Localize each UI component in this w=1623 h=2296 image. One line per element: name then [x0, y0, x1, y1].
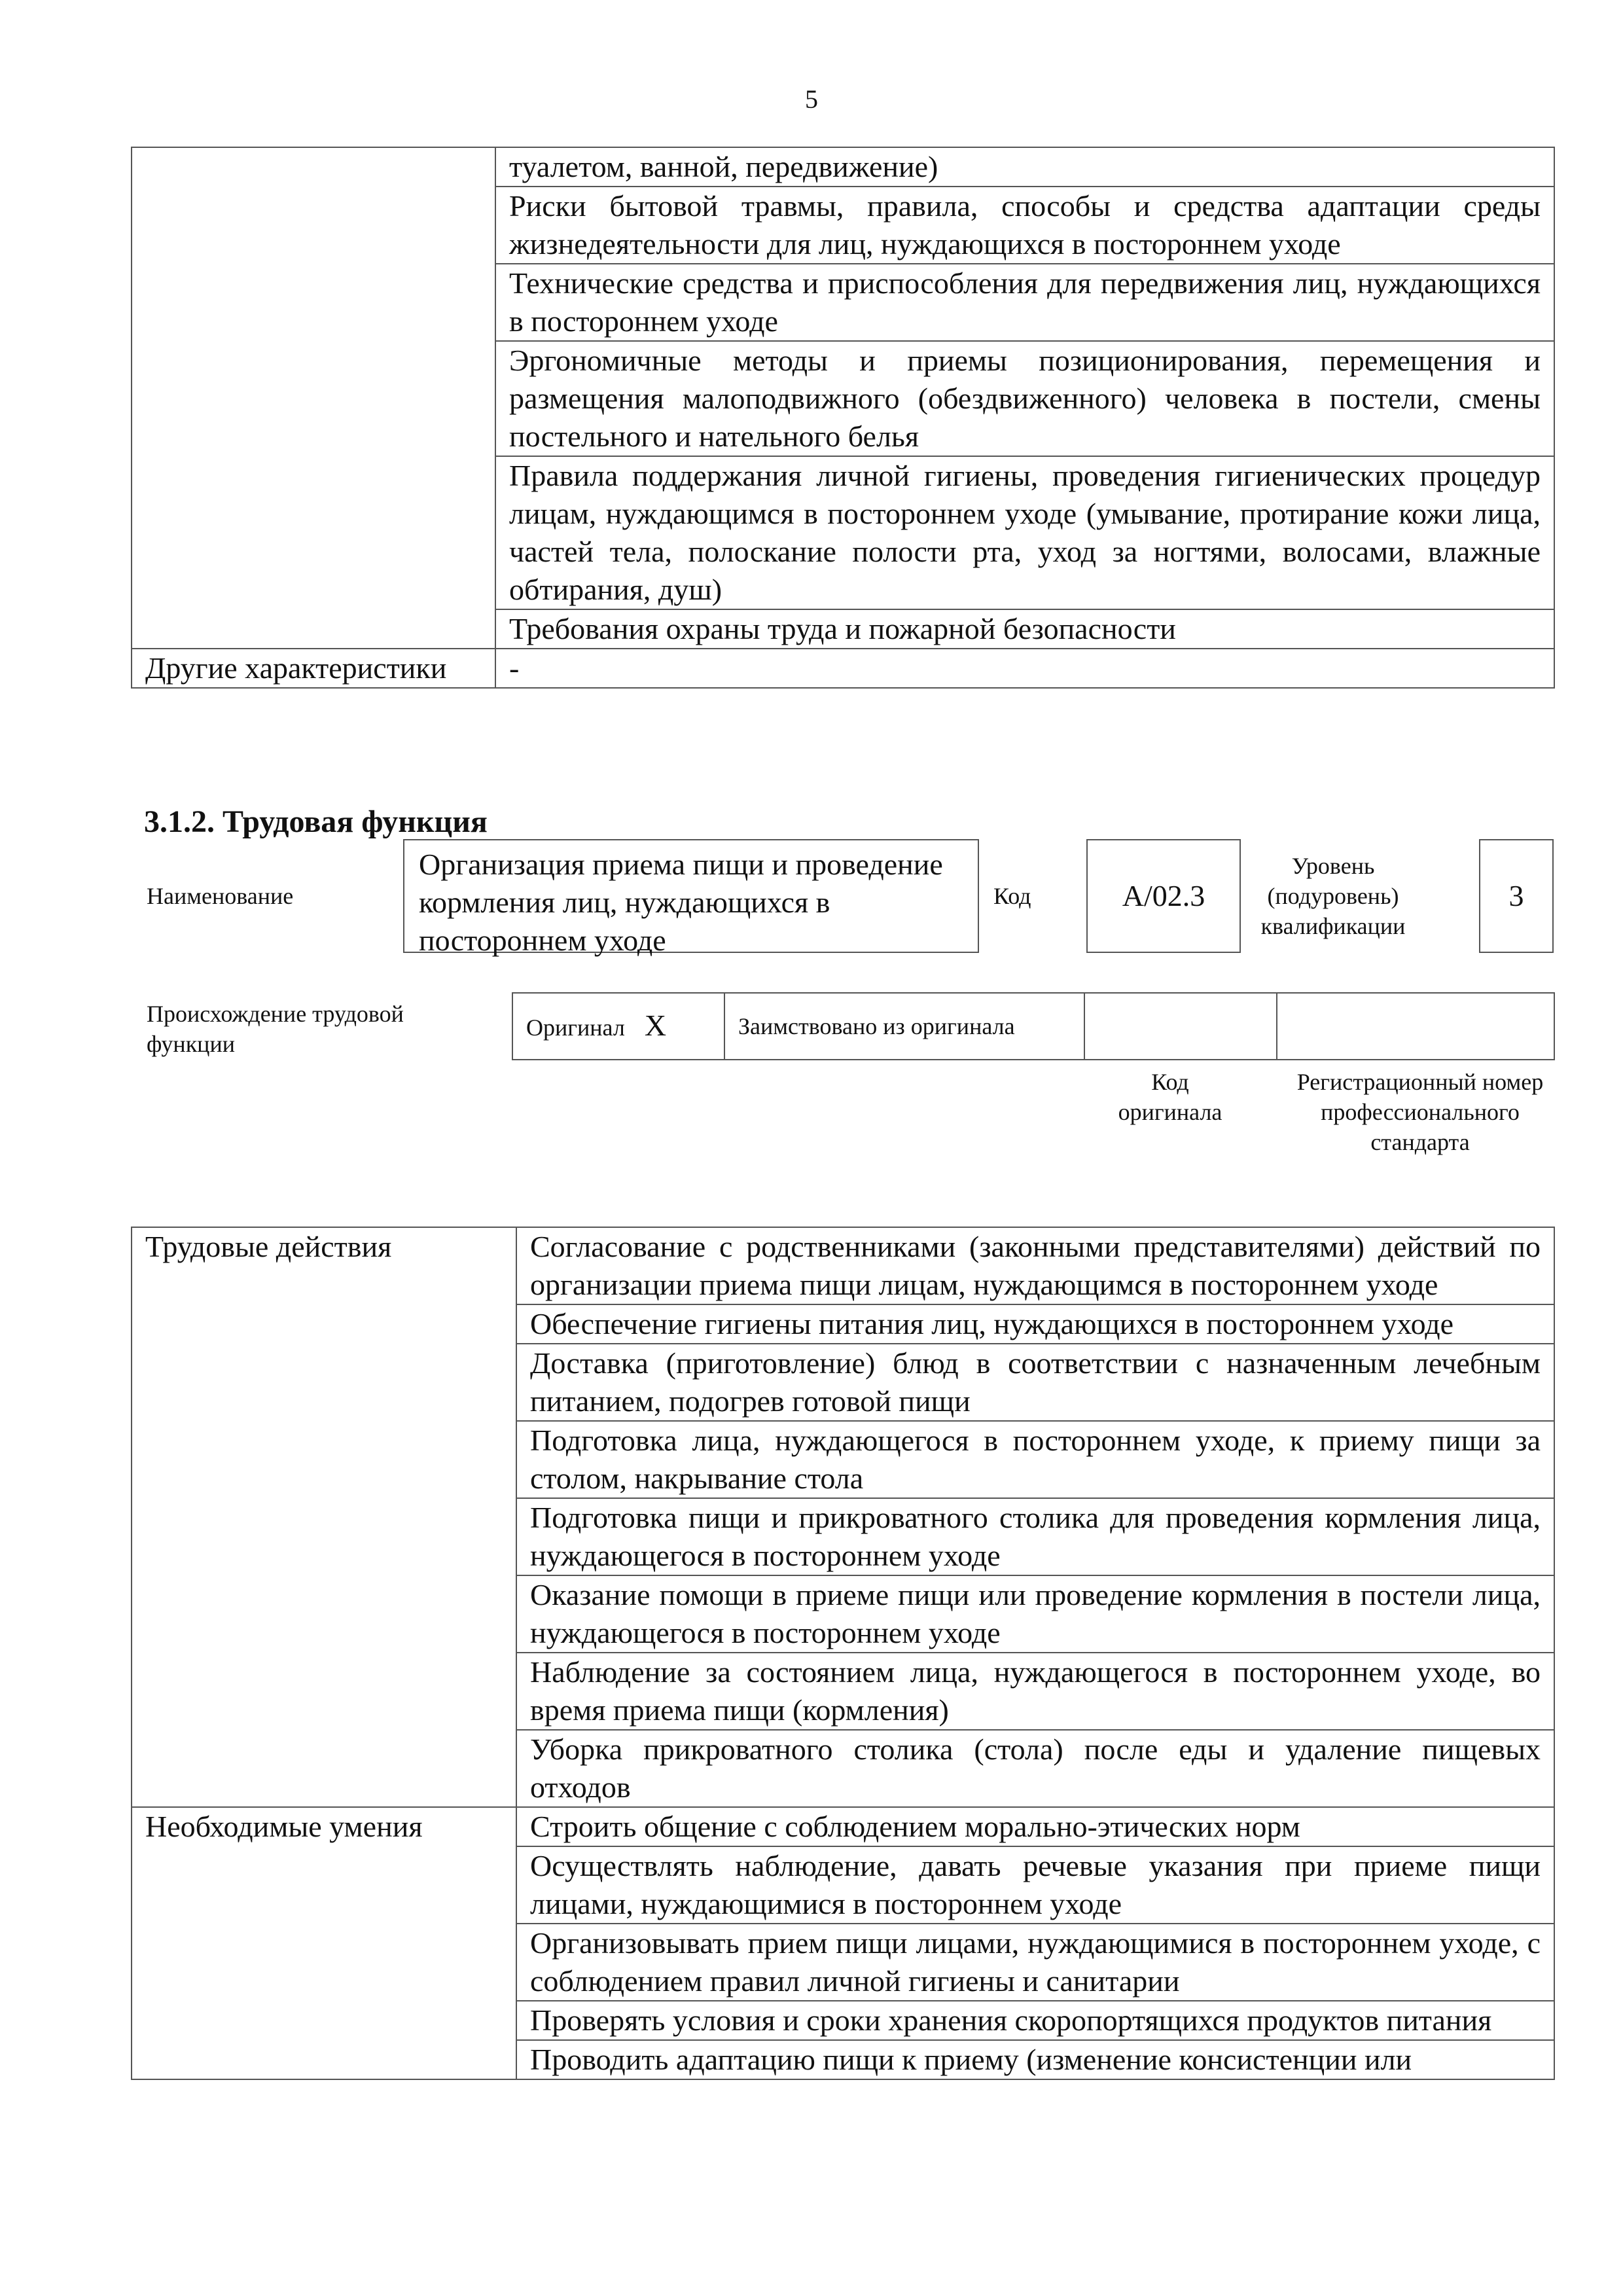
skill-item: Организовывать прием пищи лицами, нуждающимися в постороннем уходе, с соблюдением правил личной гигиены и санитарии — [516, 1924, 1554, 2001]
action-item: Доставка (приготовление) блюд в соответствии с назначенным лечебным питанием, подогрев готовой пищи — [516, 1344, 1554, 1421]
page-number: 5 — [805, 84, 818, 114]
skill-item: Осуществлять наблюдение, давать речевые указания при приеме пищи лицами, нуждающимися в постороннем уходе — [516, 1846, 1554, 1924]
row-value: Эргономичные методы и приемы позиционирования, перемещения и размещения малоподвижного (обездвиженного) человека в постели, смены постельного и нательного белья — [495, 341, 1554, 456]
skill-item: Строить общение с соблюдением морально-этических норм — [516, 1807, 1554, 1846]
reg-number-cell — [1277, 993, 1554, 1060]
row-label: Другие характеристики — [132, 649, 495, 688]
row-value: Риски бытовой травмы, правила, способы и средства адаптации среды жизнедеятельности для лиц, нуждающихся в постороннем уходе — [495, 187, 1554, 264]
original-cell — [512, 993, 724, 1060]
origin-label: Происхождение трудовой функции — [147, 1001, 404, 1057]
group-label: Необходимые умения — [132, 1807, 516, 2079]
row-value: Требования охраны труда и пожарной безопасности — [495, 609, 1554, 649]
level-label: Уровень (подуровень) квалификации — [1260, 853, 1406, 939]
action-item: Подготовка пищи и прикроватного столика для проведения кормления лица, нуждающегося в постороннем уходе — [516, 1498, 1554, 1575]
table-row — [132, 147, 1554, 187]
skill-item: Проводить адаптацию пищи к приему (изменение консистенции или — [516, 2040, 1554, 2079]
level-field: 3 — [1479, 839, 1554, 953]
knowledge-table-continued — [131, 147, 1555, 689]
actions-skills-table — [131, 1227, 1555, 2080]
code-label: Код — [993, 883, 1031, 909]
section-heading: 3.1.2. Трудовая функция — [144, 804, 488, 839]
action-item: Уборка прикроватного столика (стола) после еды и удаление пищевых отходов — [516, 1730, 1554, 1807]
code-field: A/02.3 — [1086, 839, 1241, 953]
name-label: Наименование — [147, 883, 294, 909]
row-value: Правила поддержания личной гигиены, проведения гигиенических процедур лицам, нуждающимся в постороннем уходе (умывание, протирание кожи лица, частей тела, полоскание полости рта, уход за ногтями, волосами, влажные обтирания, душ) — [495, 456, 1554, 609]
table-row — [132, 1807, 1554, 1846]
row-label — [132, 147, 495, 649]
reg-number-label: Регистрационный номер профессионального стандарта — [1296, 1069, 1544, 1155]
row-value: Технические средства и приспособления для передвижения лиц, нуждающихся в постороннем уходе — [495, 264, 1554, 341]
table-row — [132, 1227, 1554, 1304]
action-item: Оказание помощи в приеме пищи или проведение кормления в постели лица, нуждающегося в постороннем уходе — [516, 1575, 1554, 1653]
borrowed-cell: Заимствовано из оригинала — [724, 993, 1084, 1060]
code-original-label: Код оригинала — [1118, 1069, 1222, 1125]
code-original-cell — [1084, 993, 1277, 1060]
function-name-field: Организация приема пищи и проведение кормления лиц, нуждающихся в постороннем уходе — [403, 839, 979, 953]
action-item: Обеспечение гигиены питания лиц, нуждающихся в постороннем уходе — [516, 1304, 1554, 1344]
action-item: Согласование с родственниками (законными представителями) действий по организации приема пищи лицам, нуждающимся в постороннем уходе — [516, 1227, 1554, 1304]
table-row — [132, 649, 1554, 688]
action-item: Наблюдение за состоянием лица, нуждающегося в постороннем уходе, во время приема пищи (кормления) — [516, 1653, 1554, 1730]
row-value: туалетом, ванной, передвижение) — [495, 147, 1554, 187]
origin-table — [512, 992, 1555, 1060]
skill-item: Проверять условия и сроки хранения скоропортящихся продуктов питания — [516, 2001, 1554, 2040]
original-mark: X — [644, 1008, 667, 1042]
group-label: Трудовые действия — [132, 1227, 516, 1807]
original-label: Оригинал — [526, 1014, 625, 1041]
row-value: - — [495, 649, 1554, 688]
action-item: Подготовка лица, нуждающегося в постороннем уходе, к приему пищи за столом, накрывание стола — [516, 1421, 1554, 1498]
